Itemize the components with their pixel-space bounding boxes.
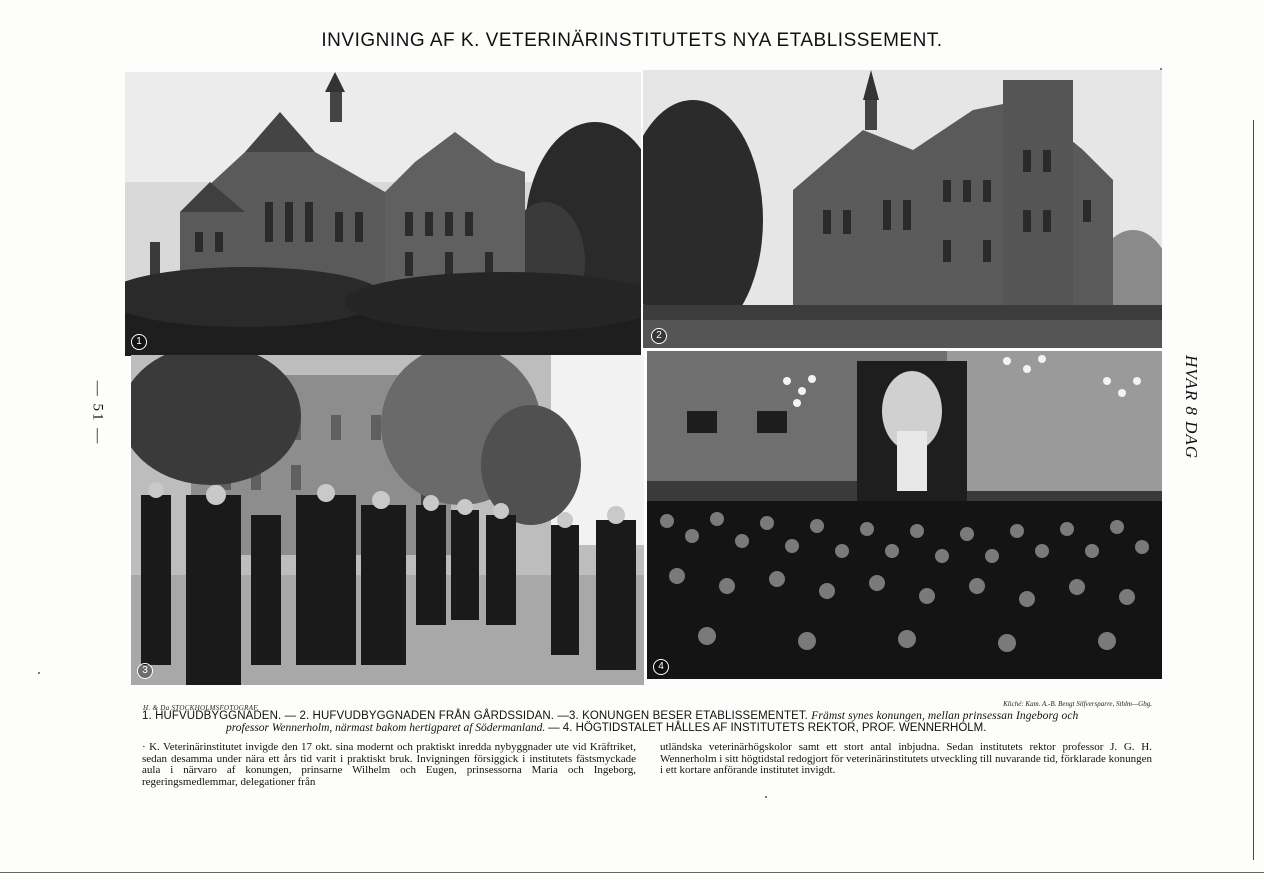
caption-italic-1: Främst synes konungen, mellan prinsessan Ingeborg och [811, 710, 1079, 722]
speck [1160, 68, 1162, 70]
caption-line-1 [142, 710, 1162, 722]
magazine-name-text: HVAR 8 DAG [1182, 354, 1201, 460]
page-number [82, 378, 112, 448]
photo-main-building [125, 72, 641, 356]
photo-ceremony-speech [647, 351, 1162, 679]
photographer-credit: H. & Da STOCKHOLMSFOTOGRAF. [143, 704, 260, 712]
magazine-name [1176, 347, 1206, 467]
caption-main-2: — 4. HÖGTIDSTALET HÅLLES AF INSTITUTETS REKTOR, PROF. WENNERHOLM. [548, 722, 987, 734]
speck [765, 796, 767, 798]
photo-number-1: 1 [131, 334, 147, 350]
caption-italic-2: professor Wennerholm, närmast bakom hertigparet af Södermanland. [226, 722, 546, 734]
caption-line-2 [226, 722, 986, 734]
photo-number-3: 3 [137, 663, 153, 679]
page-number-text: — 51 — [89, 380, 106, 446]
photo-king-viewing [131, 355, 644, 685]
photo-courtyard-side [643, 70, 1162, 348]
page-edge-rule [1253, 120, 1254, 860]
speck [38, 672, 40, 674]
page-bottom-rule [0, 872, 1264, 873]
photo-number-4: 4 [653, 659, 669, 675]
caption-main-1: 1. HUFVUDBYGGNADEN. — 2. HUFVUDBYGGNADEN FRÅN GÅRDSSIDAN. —3. KONUNGEN BESER ETABLISSEMENTET. [142, 710, 808, 722]
article-text-left: · K. Veterinärinstitutet invigde den 17 okt. sina modernt och praktiskt inredda nybyggnader ute vid Kräftriket, sedan desamma under nära ett års tid varit i praktiskt bruk. Invigningen försiggick i institutets fästsmyckade aula i närvaro af konungen, prinsarne Wilhelm och Eugen, prinsessorna Maria och Ingeborg, regeringsmedlemmar, delegationer från [142, 741, 636, 788]
article-text-right: utländska veterinärhögskolor samt ett stort antal inbjudna. Sedan institutets rektor professor J. G. H. Wennerholm i sitt högtidstal redogjort för veterinärinstitutets utveckling till nuvarande tid, förklarade konungen i ett kortare anförande institutet invigdt. [660, 741, 1152, 776]
photo-number-2: 2 [651, 328, 667, 344]
engraver-credit: Kliché: Kam. A.-B. Bengt Silfversparre, Sthlm—Gbg. [1003, 700, 1152, 708]
page-title: INVIGNING AF K. VETERINÄRINSTITUTETS NYA ETABLISSEMENT. [321, 30, 943, 51]
